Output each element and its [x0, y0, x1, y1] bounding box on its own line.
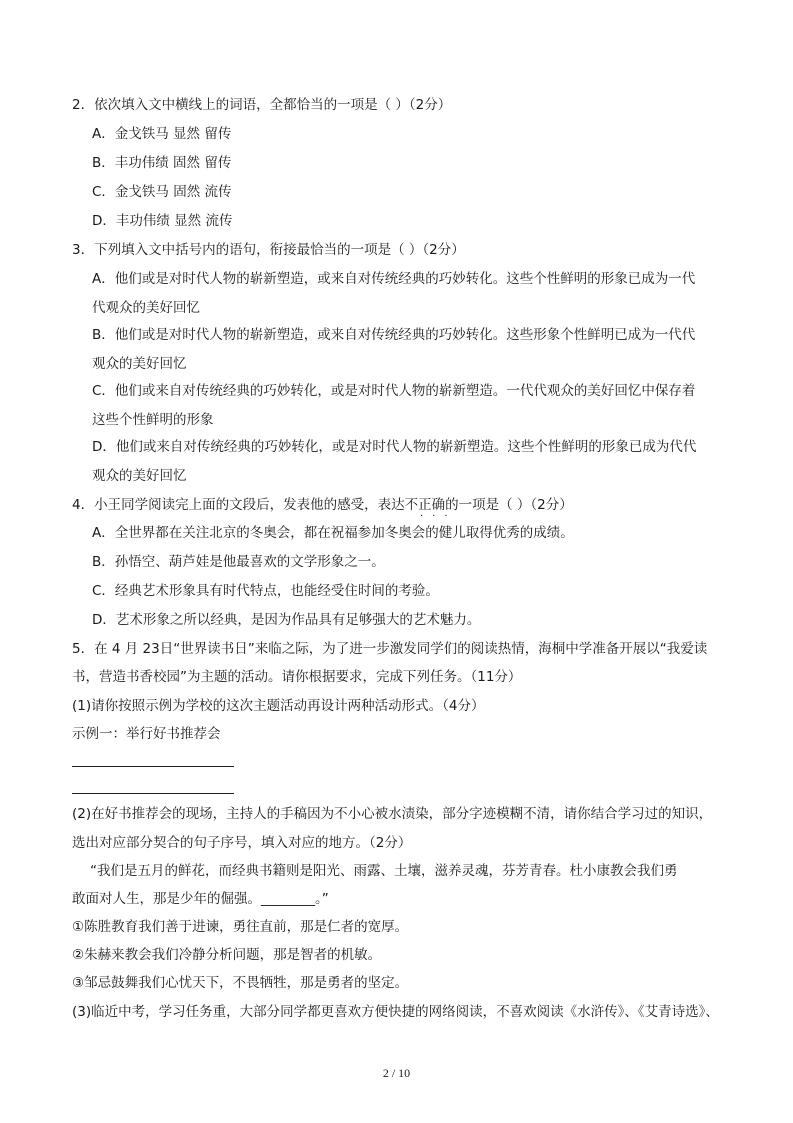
question-4-option-a: A．全世界都在关注北京的冬奥会，都在祝福参加冬奥会的健儿取得优秀的成绩。	[92, 525, 574, 541]
question-2-option-d: D．丰功伟绩 显然 流传	[92, 213, 233, 229]
question-2-option-a: A．金戈铁马 显然 留传	[92, 126, 232, 142]
question-3-option-c-cont: 这些个性鲜明的形象	[92, 412, 214, 428]
emphasis-dots: ···	[420, 511, 457, 522]
question-5-sub-1-example: 示例一：举行好书推荐会	[72, 726, 221, 742]
page-number: 2 / 10	[382, 1066, 411, 1080]
passage-line-1: “我们是五月的鲜花，而经典书籍则是阳光、雨露、土壤，滋养灵魂，芬芳青春。杜小康教会我们勇	[90, 863, 678, 879]
question-3-stem: 3．下列填入文中括号内的语句，衔接最恰当的一项是（ ）（2分）	[72, 242, 465, 258]
question-3-option-c: C．他们或来自对传统经典的巧妙转化，或是对时代人物的崭新塑造。一代代观众的美好回忆中保存着	[92, 383, 696, 399]
question-5-sub-1-stem: (1)请你按照示例为学校的这次主题活动再设计两种活动形式。（4分）	[72, 698, 485, 714]
question-5-stem-line-2: 书，营造书香校园”为主题的活动。请你根据要求，完成下列任务。（11分）	[72, 669, 522, 685]
question-5-sub-2-stem-line-1: (2)在好书推荐会的现场，主持人的手稿因为不小心被水渍染，部分字迹模糊不清，请你结合学习过的知识，	[72, 806, 713, 822]
question-2-option-b: B．丰功伟绩 固然 留传	[92, 155, 232, 171]
question-3-option-b: B．他们或是对时代人物的崭新塑造，或来自对传统经典的巧妙转化。这些形象个性鲜明已成为一代代	[92, 327, 696, 343]
question-5-stem-line-1: 5．在 4 月 23日“世界读书日”来临之际，为了进一步激发同学们的阅读热情，海桐中学准备开展以“我爱读	[72, 641, 708, 657]
question-5-sub-3-stem: (3)临近中考，学习任务重，大部分同学都更喜欢方便快捷的网络阅读，不喜欢阅读《水浒传》、《艾青诗选》、	[72, 1004, 719, 1020]
answer-blank-line-2	[72, 793, 234, 794]
question-2-stem: 2．依次填入文中横线上的词语，全都恰当的一项是（ ）（2分）	[72, 97, 452, 113]
question-4-stem: 4．小王同学阅读完上面的文段后，发表他的感受，表达不正确的一项是（ ）（2分）	[72, 497, 573, 513]
question-4-option-c: C．经典艺术形象具有时代特点，也能经受住时间的考验。	[92, 583, 439, 599]
passage-line-2: 敢面对人生，那是少年的倔强。________。”	[72, 891, 329, 907]
question-5-sub-2-stem-line-2: 选出对应部分契合的句子序号，填入对应的地方。（2分）	[72, 835, 412, 851]
question-4-option-b: B．孙悟空、葫芦娃是他最喜欢的文学形象之一。	[92, 554, 385, 570]
question-3-option-d: D．他们或来自对传统经典的巧妙转化，或是对时代人物的崭新塑造。这些个性鲜明的形象已成为代代	[92, 439, 697, 455]
question-3-option-b-cont: 观众的美好回忆	[92, 356, 187, 372]
question-3-option-d-cont: 观众的美好回忆	[92, 468, 187, 484]
choice-1: ①陈胜教育我们善于进谏，勇往直前，那是仁者的宽厚。	[72, 919, 409, 935]
choice-2: ②朱赫来教会我们冷静分析问题，那是智者的机敏。	[72, 947, 382, 963]
question-3-option-a-cont: 代观众的美好回忆	[92, 300, 200, 316]
answer-blank-line-1	[72, 766, 234, 767]
question-2-option-c: C．金戈铁马 固然 流传	[92, 184, 232, 200]
question-3-option-a: A．他们或是对时代人物的崭新塑造，或来自对传统经典的巧妙转化。这些个性鲜明的形象已成为一代	[92, 271, 696, 287]
choice-3: ③邹忌鼓舞我们心忧天下，不畏牺牲，那是勇者的坚定。	[72, 975, 409, 991]
question-4-option-d: D．艺术形象之所以经典，是因为作品具有足够强大的艺术魅力。	[92, 612, 481, 628]
